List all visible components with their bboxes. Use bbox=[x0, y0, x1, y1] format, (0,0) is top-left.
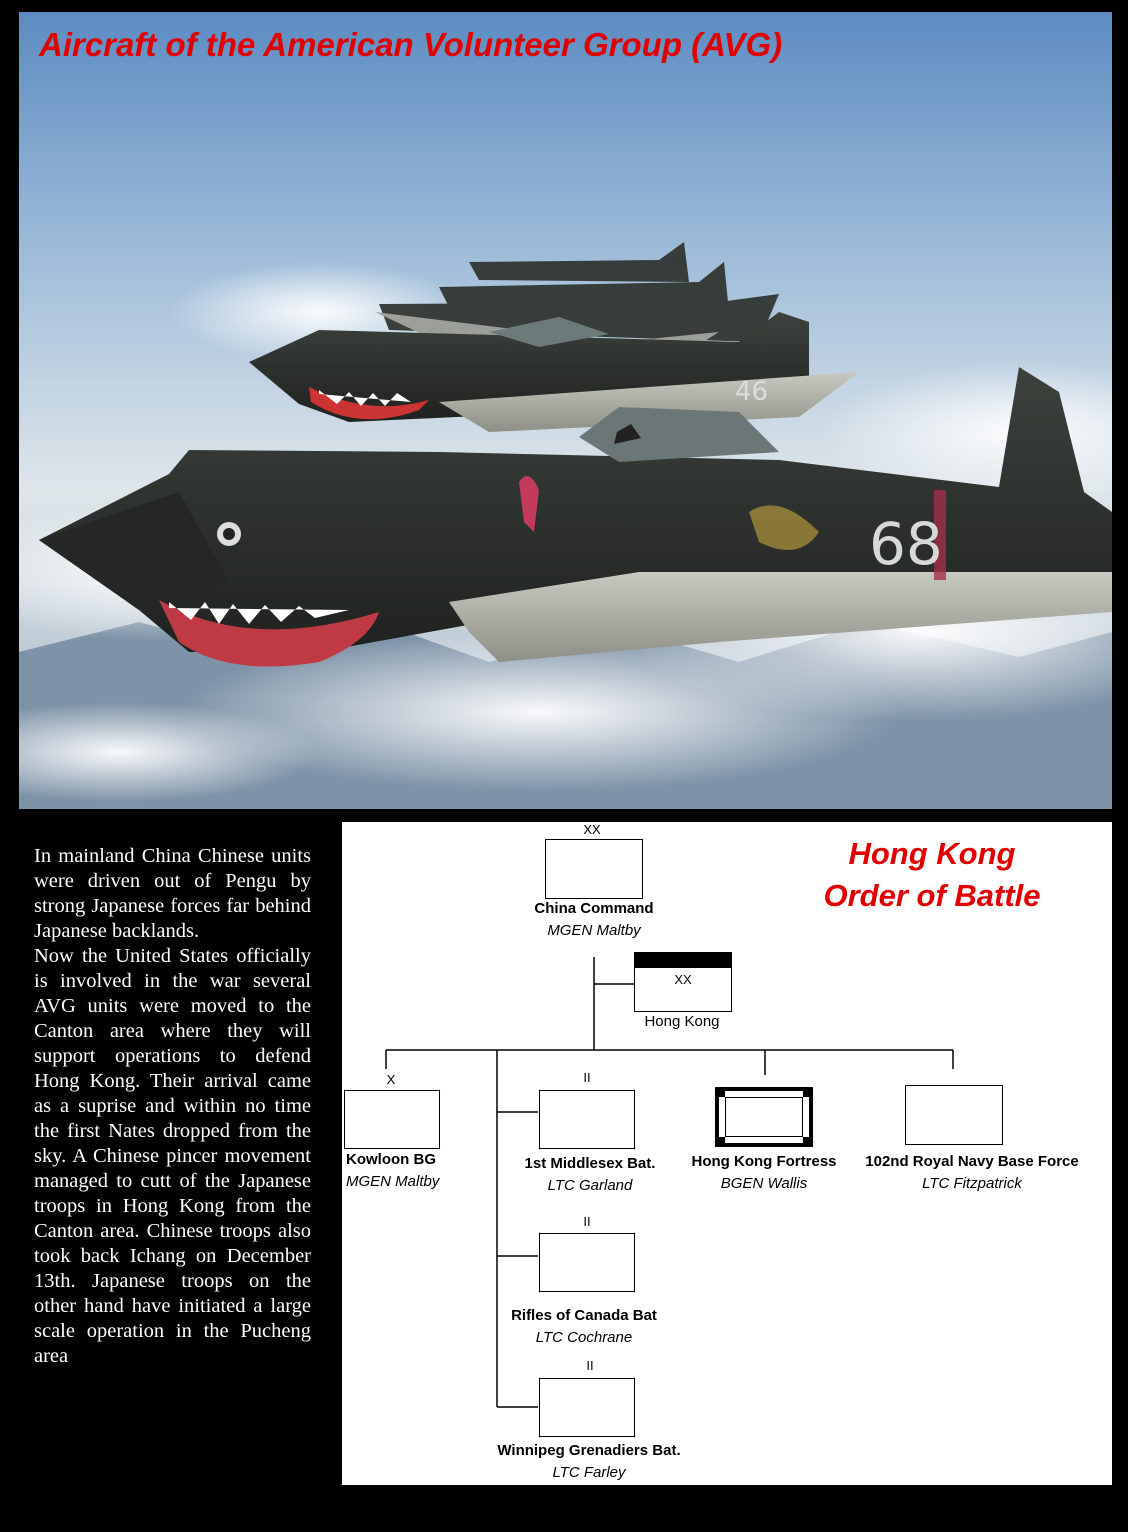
middlesex-commander: LTC Garland bbox=[547, 1177, 633, 1194]
rifles-name: Rifles of Canada Bat bbox=[511, 1307, 657, 1324]
kowloon-commander: MGEN Maltby bbox=[346, 1173, 440, 1190]
china-command-name: China Command bbox=[534, 900, 654, 917]
china-command-echelon: XX bbox=[583, 822, 601, 837]
hong-kong-name: Hong Kong bbox=[644, 1013, 720, 1030]
china-command-symbol bbox=[545, 839, 643, 899]
narrative-text bbox=[34, 844, 311, 1369]
kowloon-symbol bbox=[344, 1090, 440, 1149]
winnipeg-commander: LTC Farley bbox=[552, 1464, 626, 1481]
oob-title-line-2: Order of Battle bbox=[823, 878, 1041, 913]
middlesex-name: 1st Middlesex Bat. bbox=[524, 1155, 656, 1172]
navy-commander: LTC Fitzpatrick bbox=[922, 1175, 1022, 1192]
winnipeg-name: Winnipeg Grenadiers Bat. bbox=[497, 1442, 681, 1459]
photo-title: Aircraft of the American Volunteer Group (AVG) bbox=[39, 26, 783, 63]
rifles-commander: LTC Cochrane bbox=[535, 1329, 633, 1346]
aircraft-photo bbox=[19, 12, 1112, 809]
fortress-corner bbox=[803, 1137, 813, 1147]
rifles-echelon: II bbox=[583, 1214, 591, 1229]
fortress-inner-frame bbox=[725, 1097, 803, 1137]
narrative-paragraph-1: In mainland China Chinese units were driven out of Pengu by strong Japanese forces far behind Japanese backlands. bbox=[34, 845, 311, 942]
kowloon-echelon: X bbox=[386, 1072, 396, 1087]
svg-text:46: 46 bbox=[735, 377, 769, 407]
winnipeg-symbol bbox=[539, 1378, 635, 1437]
china-command-commander: MGEN Maltby bbox=[547, 922, 641, 939]
navy-symbol bbox=[905, 1085, 1003, 1145]
fortress-corner bbox=[715, 1087, 725, 1097]
p40-formation-illustration bbox=[19, 12, 1112, 809]
middlesex-symbol bbox=[539, 1090, 635, 1149]
navy-name: 102nd Royal Navy Base Force bbox=[865, 1153, 1079, 1170]
svg-text:68: 68 bbox=[869, 510, 943, 578]
winnipeg-echelon: II bbox=[586, 1358, 594, 1373]
fortress-symbol bbox=[715, 1087, 813, 1147]
kowloon-name: Kowloon BG bbox=[346, 1151, 436, 1168]
fortress-commander: BGEN Wallis bbox=[720, 1175, 808, 1192]
order-of-battle-chart bbox=[342, 822, 1112, 1485]
fortress-corner bbox=[715, 1137, 725, 1147]
rifles-symbol bbox=[539, 1233, 635, 1292]
fortress-corner bbox=[803, 1087, 813, 1097]
narrative-paragraph-2: Now the United States officially is involved in the war several AVG units were moved to the Canton area where they will support operations to defend Hong Kong. Their arrival came as a suprise and within no time the first Nates dropped from the sky. A Chinese pincer movement managed to cutt of the Japanese troops in Hong Kong from the Canton area. Chinese troops also took back Ichang on December 13th. Japanese troops on the other hand have initiated a large scale operation in the Pucheng area bbox=[34, 945, 311, 1367]
hong-kong-echelon: XX bbox=[674, 972, 692, 987]
middlesex-echelon: II bbox=[583, 1070, 591, 1085]
fortress-name: Hong Kong Fortress bbox=[691, 1153, 837, 1170]
oob-title-line-1: Hong Kong bbox=[848, 836, 1016, 871]
